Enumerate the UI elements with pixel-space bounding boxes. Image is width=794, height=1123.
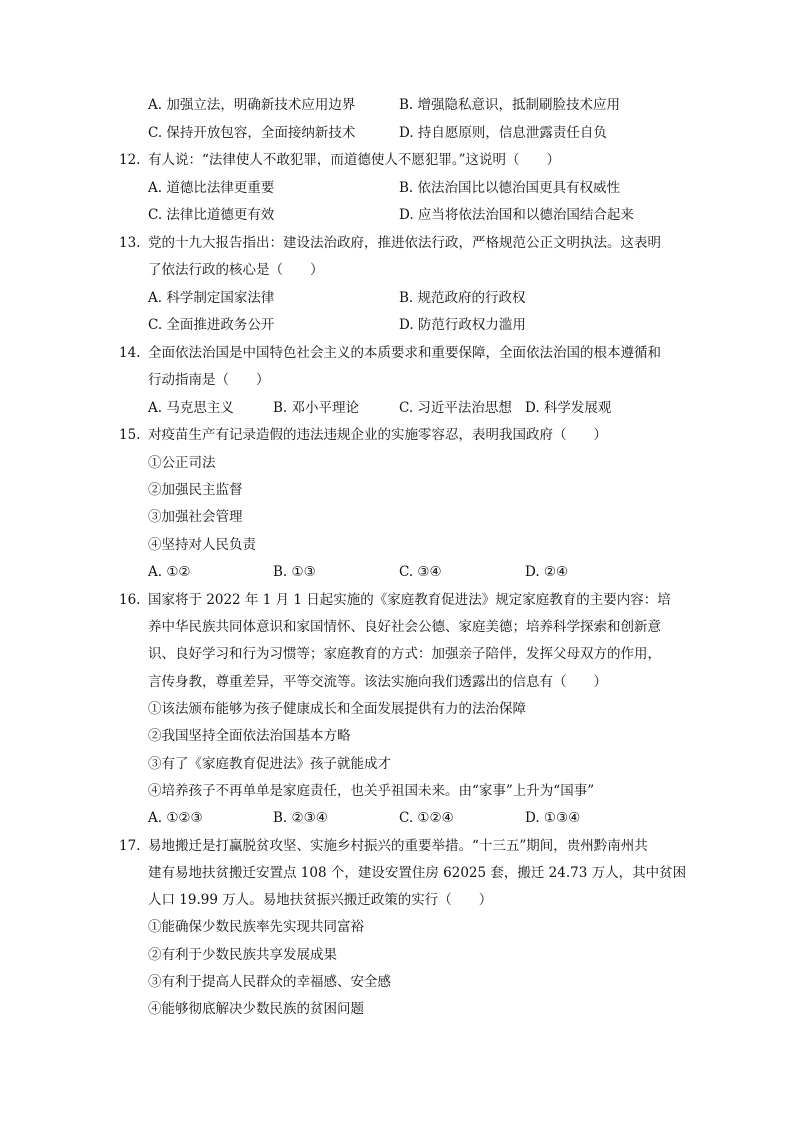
q11-option-c: C. 保持开放包容，全面接纳新技术 [148,125,356,141]
q12-option-b: B. 依法治国比以德治国更具有权威性 [399,180,621,196]
q13-stem-line-1: 党的十九大报告指出：建设法治政府，推进依法行政，严格规范公正文明执法。这表明 [148,235,661,251]
q15-option-a: A. ①② [148,564,191,580]
q17-statement-3: ③有利于提高人民群众的幸福感、安全感 [148,974,391,990]
q15-stem: 对疫苗生产有记录造假的违法违规企业的实施零容忍，表明我国政府（ ） [148,427,607,443]
q13-option-d: D. 防范行政权力滥用 [399,317,526,333]
q16-option-d: D. ①③④ [525,810,581,826]
q15-option-c: C. ③④ [399,564,442,580]
q15-statement-1: ①公正司法 [148,455,216,471]
q17-stem-line-2: 建有易地扶贫搬迁安置点 108 个，建设安置住房 62025 套，搬迁 24.73 万人，其中贫困 [148,865,687,881]
q16-statement-1: ①该法颁布能够为孩子健康成长和全面发展提供有力的法治保障 [148,701,526,717]
q13-option-a: A. 科学制定国家法律 [148,290,275,306]
q13-option-c: C. 全面推进政务公开 [148,317,275,333]
q15-statement-4: ④坚持对人民负责 [148,537,256,553]
q15-statement-3: ③加强社会管理 [148,509,243,525]
q17-stem-line-3: 人口 19.99 万人。易地扶贫振兴搬迁政策的实行（ ） [148,892,493,908]
q14-number: 14. [119,345,141,361]
q15-statement-2: ②加强民主监督 [148,482,243,498]
q13-option-b: B. 规范政府的行政权 [399,290,526,306]
q17-number: 17. [119,838,141,854]
q15-number: 15. [119,427,141,443]
q16-statement-2: ②我国坚持全面依法治国基本方略 [148,728,351,744]
q11-option-a: A. 加强立法，明确新技术应用边界 [148,97,356,113]
q16-stem-line-4: 言传身教，尊重差异，平等交流等。该法实施向我们透露出的信息有（ ） [148,674,607,690]
q16-option-b: B. ②③④ [273,810,328,826]
q17-stem-line-1: 易地搬迁是打赢脱贫攻坚、实施乡村振兴的重要举措。“十三五”期间，贵州黔南州共 [148,838,648,854]
q14-stem-line-2: 行动指南是（ ） [148,372,270,388]
q16-stem-line-3: 识、良好学习和行为习惯等；家庭教育的方式：加强亲子陪伴，发挥父母双方的作用， [148,646,661,662]
q16-number: 16. [119,592,141,608]
q11-option-b: B. 增强隐私意识，抵制刷脸技术应用 [399,97,621,113]
q12-number: 12. [119,152,141,168]
q14-option-c: C. 习近平法治思想 [399,400,512,416]
q17-statement-2: ②有利于少数民族共享发展成果 [148,947,337,963]
q12-stem: 有人说：“法律使人不敢犯罪，而道德使人不愿犯罪。”这说明（ ） [148,152,561,168]
q11-option-d: D. 持自愿原则，信息泄露责任自负 [399,125,607,141]
q14-option-a: A. 马克思主义 [148,400,234,416]
q17-statement-4: ④能够彻底解决少数民族的贫困问题 [148,1001,364,1017]
q16-option-c: C. ①②④ [399,810,454,826]
q12-option-a: A. 道德比法律更重要 [148,180,275,196]
q14-option-d: D. 科学发展观 [525,400,612,416]
q12-option-d: D. 应当将依法治国和以德治国结合起来 [399,207,634,223]
q12-option-c: C. 法律比道德更有效 [148,207,275,223]
q16-stem-line-1: 国家将于 2022 年 1 月 1 日起实施的《家庭教育促进法》规定家庭教育的主要内容：培 [148,592,671,608]
q14-stem-line-1: 全面依法治国是中国特色社会主义的本质要求和重要保障，全面依法治国的根本遵循和 [148,345,661,361]
q13-number: 13. [119,235,141,251]
q17-statement-1: ①能确保少数民族率先实现共同富裕 [148,919,364,935]
q15-option-d: D. ②④ [525,564,569,580]
q16-statement-4: ④培养孩子不再单单是家庭责任，也关乎祖国未来。由“家事”上升为“国事” [148,783,595,799]
q16-stem-line-2: 养中华民族共同体意识和家国情怀、良好社会公德、家庭美德；培养科学探索和创新意 [148,619,661,635]
q13-stem-line-2: 了依法行政的核心是（ ） [148,262,324,278]
q15-option-b: B. ①③ [273,564,316,580]
q16-statement-3: ③有了《家庭教育促进法》孩子就能成才 [148,756,391,772]
q14-option-b: B. 邓小平理论 [273,400,360,416]
q16-option-a: A. ①②③ [148,810,203,826]
